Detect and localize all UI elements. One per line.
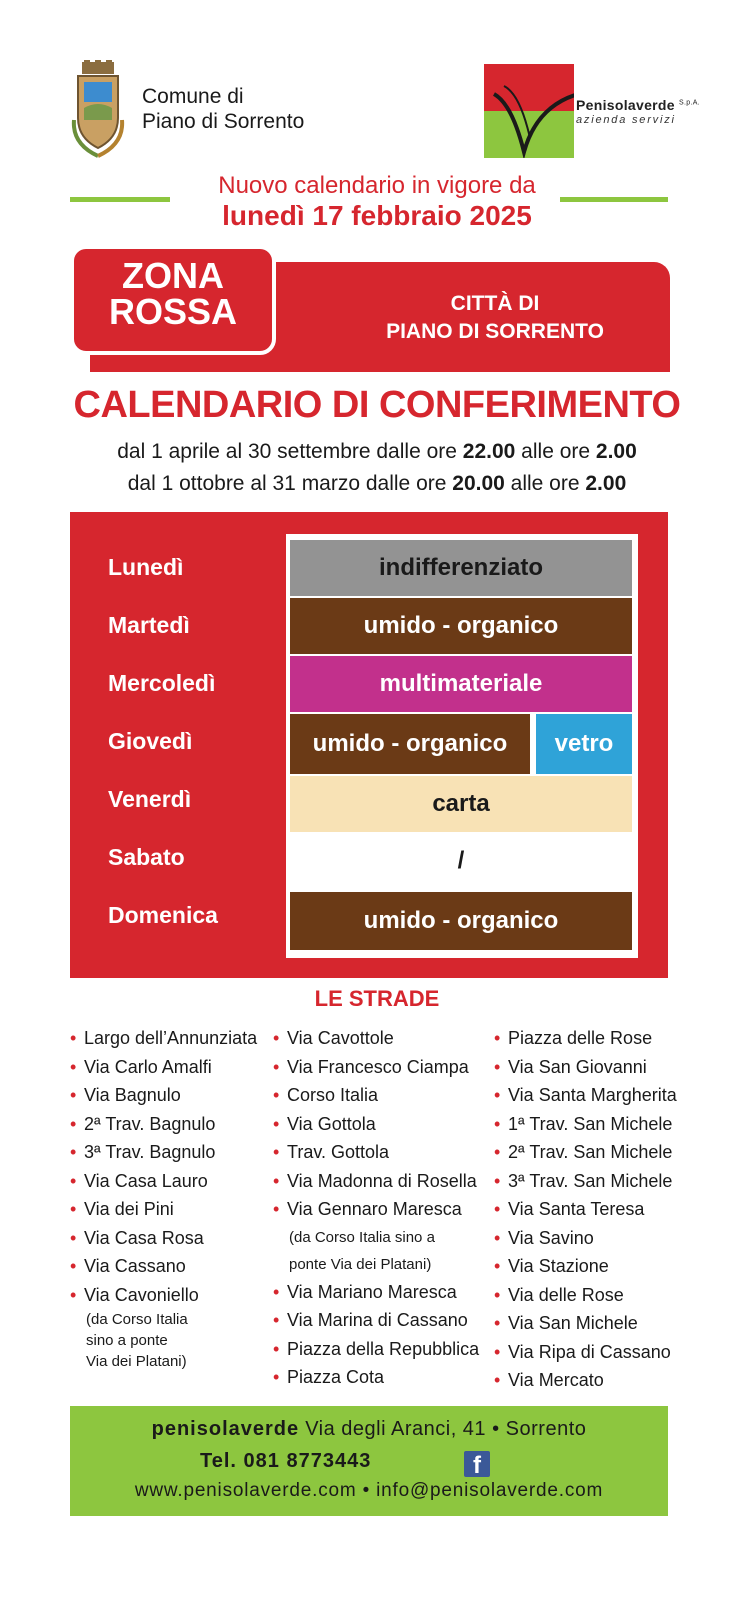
street-note: Via dei Platani) xyxy=(86,1353,187,1370)
street-item: • 1ª Trav. San Michele xyxy=(494,1110,677,1139)
cell-vetro: vetro xyxy=(536,714,632,774)
brand-suffix: S.p.A. xyxy=(679,99,700,107)
street-item: • Via Mercato xyxy=(494,1366,677,1395)
day-sabato: Sabato xyxy=(108,844,185,870)
street-item: • Via Madonna di Rosella xyxy=(273,1167,479,1196)
hours-line-1 xyxy=(0,440,754,464)
cell-umido-domenica: umido - organico xyxy=(290,892,632,950)
street-item: • Via dei Pini xyxy=(70,1195,257,1224)
hours-2-from: 20.00 xyxy=(452,472,505,495)
street-item: • Trav. Gottola xyxy=(273,1138,479,1167)
banner-date: lunedì 17 febbraio 2025 xyxy=(222,200,532,231)
street-item: • Via Cassano xyxy=(70,1252,257,1281)
streets-column-2 xyxy=(273,1024,479,1392)
penisolaverde-logo xyxy=(484,64,574,158)
zona-label-line1: ZONA xyxy=(122,255,224,296)
street-item: • Via Carlo Amalfi xyxy=(70,1053,257,1082)
street-note: (da Corso Italia sino a xyxy=(289,1228,435,1246)
cell-umido-giovedi: umido - organico xyxy=(290,714,530,774)
zona-label xyxy=(70,255,276,332)
street-item: • 2ª Trav. San Michele xyxy=(494,1138,677,1167)
brand-tagline: azienda servizi xyxy=(576,114,676,126)
street-item: • Via Gottola xyxy=(273,1110,479,1139)
hours-1-mid: alle ore xyxy=(515,440,596,463)
street-item: • Largo dell’Annunziata xyxy=(70,1024,257,1053)
brand-name xyxy=(576,97,700,113)
banner-line1: Nuovo calendario in vigore da xyxy=(218,172,536,199)
street-item: • 2ª Trav. Bagnulo xyxy=(70,1110,257,1139)
city-label-line2: PIANO DI SORRENTO xyxy=(386,320,604,343)
street-item: • Via Savino xyxy=(494,1224,677,1253)
street-item: • Piazza della Repubblica xyxy=(273,1335,479,1364)
street-item: • Via Stazione xyxy=(494,1252,677,1281)
street-item: • Via Bagnulo xyxy=(70,1081,257,1110)
street-item: • Via San Giovanni xyxy=(494,1053,677,1082)
footer-contacts: www.penisolaverde.com • info@penisolaverde.com xyxy=(134,1480,604,1501)
street-item: • Via Ripa di Cassano xyxy=(494,1338,677,1367)
street-item: • Via Casa Lauro xyxy=(70,1167,257,1196)
street-item: • Via Francesco Ciampa xyxy=(273,1053,479,1082)
zona-label-line2: ROSSA xyxy=(108,291,238,332)
street-note: sino a ponte xyxy=(86,1332,168,1349)
hours-2-pre: dal 1 ottobre al 31 marzo dalle ore xyxy=(127,472,453,495)
day-lunedi: Lunedì xyxy=(108,554,184,580)
brand-name-text: Penisolaverde xyxy=(576,97,675,113)
street-item: • Corso Italia xyxy=(273,1081,479,1110)
street-item: • Via Casa Rosa xyxy=(70,1224,257,1253)
street-item: • Piazza delle Rose xyxy=(494,1024,677,1053)
street-item: • Via Santa Margherita xyxy=(494,1081,677,1110)
comune-name xyxy=(142,84,304,134)
street-item: • Via delle Rose xyxy=(494,1281,677,1310)
streets-column-3 xyxy=(494,1024,677,1395)
street-item: • 3ª Trav. San Michele xyxy=(494,1167,677,1196)
city-label xyxy=(330,290,660,346)
hours-1-pre: dal 1 aprile al 30 settembre dalle ore xyxy=(117,440,463,463)
city-label-line1: CITTÀ DI xyxy=(450,292,540,315)
day-martedi: Martedì xyxy=(108,612,190,638)
calendar-title: CALENDARIO DI CONFERIMENTO xyxy=(73,384,681,426)
hours-1-from: 22.00 xyxy=(462,440,516,463)
comune-line2: Piano di Sorrento xyxy=(142,110,305,133)
street-item: • Via Santa Teresa xyxy=(494,1195,677,1224)
street-item: • Via Cavoniello xyxy=(70,1281,257,1310)
footer-address: Via degli Aranci, 41 • Sorrento xyxy=(305,1418,587,1440)
street-item: • 3ª Trav. Bagnulo xyxy=(70,1138,257,1167)
street-item: • Via Marina di Cassano xyxy=(273,1306,479,1335)
footer-brand: penisolaverde xyxy=(151,1418,300,1440)
hours-line-2 xyxy=(0,472,754,496)
comune-crest-logo xyxy=(70,60,126,158)
cell-indifferenziato: indifferenziato xyxy=(290,540,632,596)
streets-column-1 xyxy=(70,1024,257,1372)
cell-carta: carta xyxy=(290,776,632,832)
cell-sabato: / xyxy=(290,834,632,888)
day-mercoledi: Mercoledì xyxy=(108,670,216,696)
street-note: (da Corso Italia xyxy=(86,1311,188,1328)
footer-address-line xyxy=(70,1418,668,1441)
cell-multimateriale: multimateriale xyxy=(290,656,632,712)
street-item: • Via Cavottole xyxy=(273,1024,479,1053)
street-note: ponte Via dei Platani) xyxy=(289,1255,432,1273)
street-item: • Via Mariano Maresca xyxy=(273,1278,479,1307)
footer-phone: Tel. 081 8773443 xyxy=(200,1450,372,1472)
cell-umido-martedi: umido - organico xyxy=(290,598,632,654)
hours-2-mid: alle ore xyxy=(504,472,586,495)
street-item: • Via Gennaro Maresca xyxy=(273,1195,479,1224)
day-domenica: Domenica xyxy=(108,902,218,928)
street-item: • Piazza Cota xyxy=(273,1363,479,1392)
streets-title: LE STRADE xyxy=(314,986,440,1011)
comune-line1: Comune di xyxy=(142,85,244,108)
day-giovedi: Giovedì xyxy=(108,728,193,754)
day-venerdi: Venerdì xyxy=(108,786,192,812)
street-item: • Via San Michele xyxy=(494,1309,677,1338)
hours-2-to: 2.00 xyxy=(585,472,627,495)
facebook-icon[interactable]: f xyxy=(464,1451,490,1477)
hours-1-to: 2.00 xyxy=(595,440,637,463)
